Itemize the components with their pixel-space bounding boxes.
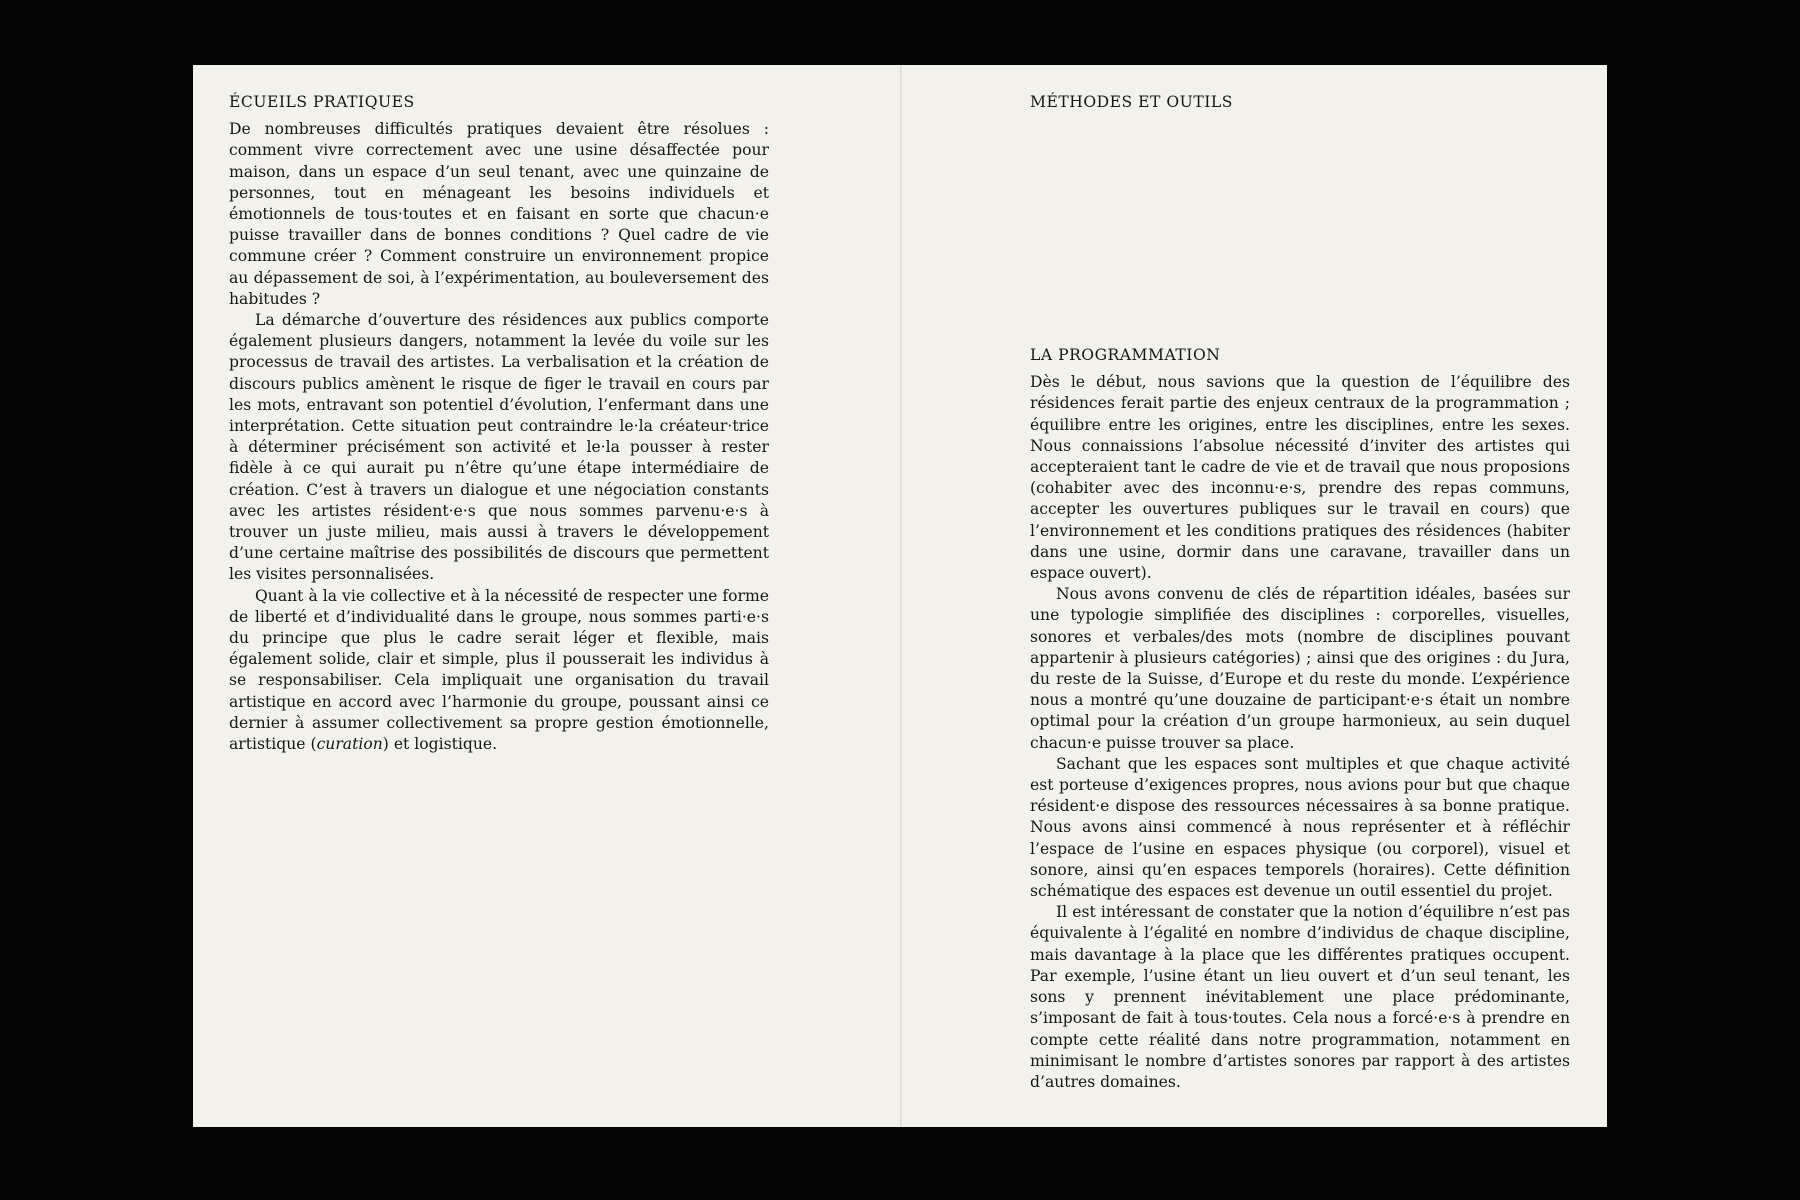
left-page xyxy=(193,65,900,1127)
left-paragraph-3-text: Quant à la vie collective et à la nécessité de respecter une forme de liberté et d’individualité dans le groupe, nous sommes parti·e·s du principe que plus le cadre serait léger et flexible, mais également solide, clair et simple, plus il pousserait les individus à se responsabiliser. Cela impliquait une organisation du travail artistique en accord avec l’harmonie du groupe, poussant ainsi ce dernier à assumer collectivement sa propre gestion émotionnelle, artistique ( xyxy=(229,586,769,754)
right-page xyxy=(902,65,1609,1127)
right-paragraph-4: Il est intéressant de constater que la notion d’équilibre n’est pas équivalente à l’égalité en nombre d’individus de chaque discipline, mais davantage à la place que les différentes pratiques occupent. Par exemple, l’usine étant un lieu ouvert et d’un seul tenant, les sons y prennent inévitablement une place prédominante, s’imposant de fait à tous·toutes. Cela nous a forcé·e·s à prendre en compte cette réalité dans notre programmation, notamment en minimisant le nombre d’artistes sonores par rapport à des artistes d’autres domaines. xyxy=(1030,903,1570,1091)
right-page-heading-main: LA PROGRAMMATION xyxy=(1030,346,1221,364)
right-paragraph-3: Sachant que les espaces sont multiples et que chaque activité est porteuse d’exigences propres, nous avions pour but que chaque résident·e dispose des ressources nécessaires à sa bonne pratique. Nous avons ainsi commencé à nous représenter et à réfléchir l’espace de l’usine en espaces physique (ou corporel), visuel et sonore, ainsi qu’en espaces temporels (horaires). Cette définition schématique des espaces est devenue un outil essentiel du projet. xyxy=(1030,754,1570,901)
left-paragraph-3-end: ) et logistique. xyxy=(382,735,498,754)
left-paragraph-1: De nombreuses difficultés pratiques devaient être résolues : comment vivre correctement avec une usine désaffectée pour maison, dans un espace d’un seul tenant, avec une quinzaine de personnes, tout en ménageant les besoins individuels et émotionnels de tous·toutes et en faisant en sorte que chacun·e puisse travailler dans de bonnes conditions ? Quel cadre de vie commune créer ? Comment construire un environnement propice au dépassement de soi, à l’expérimentation, au bouleversement des habitudes ? xyxy=(229,120,769,308)
right-paragraph-2: Nous avons convenu de clés de répartition idéales, basées sur une typologie simplifiée des disciplines : corporelles, visuelles, sonores et verbales/des mots (nombre de disciplines pouvant appartenir à plusieurs catégories) ; ainsi que des origines : du Jura, du reste de la Suisse, d’Europe et du reste du monde. L’expérience nous a montré qu’une douzaine de participant·e·s était un nombre optimal pour la création d’un groupe harmonieux, au sein duquel chacun·e puisse trouver sa place. xyxy=(1030,585,1570,752)
right-text-column xyxy=(1030,345,1570,1093)
right-top-column xyxy=(1030,92,1570,119)
left-page-heading: ÉCUEILS PRATIQUES xyxy=(229,93,415,111)
left-text-column xyxy=(229,92,769,755)
left-paragraph-2: La démarche d’ouverture des résidences aux publics comporte également plusieurs dangers, notamment la levée du voile sur les processus de travail des artistes. La verbalisation et la création de discours publics amènent le risque de figer le travail en cours par les mots, entravant son potentiel d’évolution, l’enfermant dans une interprétation. Cette situation peut contraindre le·la créateur·trice à déterminer précisément son activité et le·la pousser à rester fidèle à ce qui aurait pu n’être qu’une étape intermédiaire de création. C’est à travers un dialogue et une négociation constants avec les artistes résident·e·s que nous sommes parvenu·e·s à trouver un juste milieu, mais aussi à travers le développement d’une certaine maîtrise des possibilités de discours que permettent les visites personnalisées. xyxy=(229,311,769,584)
right-paragraph-1: Dès le début, nous savions que la question de l’équilibre des résidences ferait partie des enjeux centraux de la programmation ; équilibre entre les origines, entre les disciplines, entre les sexes. Nous connaissions l’absolue nécessité d’inviter des artistes qui accepteraient tant le cadre de vie et de travail que nous proposions (cohabiter avec des inconnu·e·s, prendre des repas communs, accepter les ouvertures publiques sur le travail en cours) que l’environnement et les conditions pratiques des résidences (habiter dans une usine, dormir dans une caravane, travailler dans un espace ouvert). xyxy=(1030,373,1570,583)
left-paragraph-3-italic: curation xyxy=(316,735,383,754)
left-paragraph-3 xyxy=(229,586,769,756)
book-spread xyxy=(193,65,1607,1127)
right-page-heading-top: MÉTHODES ET OUTILS xyxy=(1030,93,1233,111)
